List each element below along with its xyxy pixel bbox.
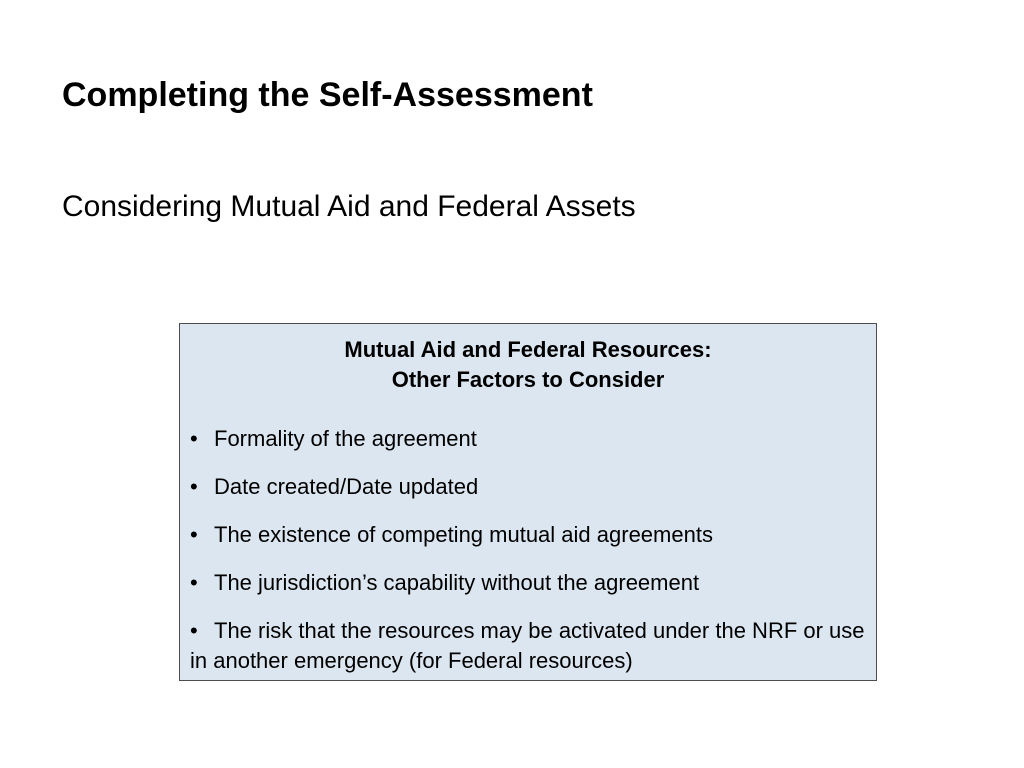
list-item <box>190 520 870 550</box>
box-heading-line-1: Mutual Aid and Federal Resources: <box>344 337 712 362</box>
list-item <box>190 568 870 598</box>
box-heading-line-2: Other Factors to Consider <box>391 367 665 392</box>
list-item-text: The existence of competing mutual aid agreements <box>214 522 713 547</box>
bullet-icon: • <box>190 426 198 451</box>
list-item <box>190 472 870 502</box>
bullet-icon: • <box>190 618 198 643</box>
factors-box <box>179 323 877 681</box>
list-item-text: Formality of the agreement <box>214 426 477 451</box>
bullet-icon: • <box>190 522 198 547</box>
list-item-text: Date created/Date updated <box>214 474 479 499</box>
list-item <box>190 616 870 676</box>
box-heading <box>180 335 876 395</box>
slide-title: Completing the Self-Assessment <box>62 76 593 114</box>
slide-subtitle: Considering Mutual Aid and Federal Assets <box>62 190 636 223</box>
list-item-text: The jurisdiction’s capability without the agreement <box>214 570 700 595</box>
bullet-icon: • <box>190 474 198 499</box>
factor-list <box>190 424 870 676</box>
bullet-icon: • <box>190 570 198 595</box>
list-item-text: The risk that the resources may be activated under the NRF or use in another emergency (for Federal resources) <box>190 618 865 673</box>
list-item <box>190 424 870 454</box>
